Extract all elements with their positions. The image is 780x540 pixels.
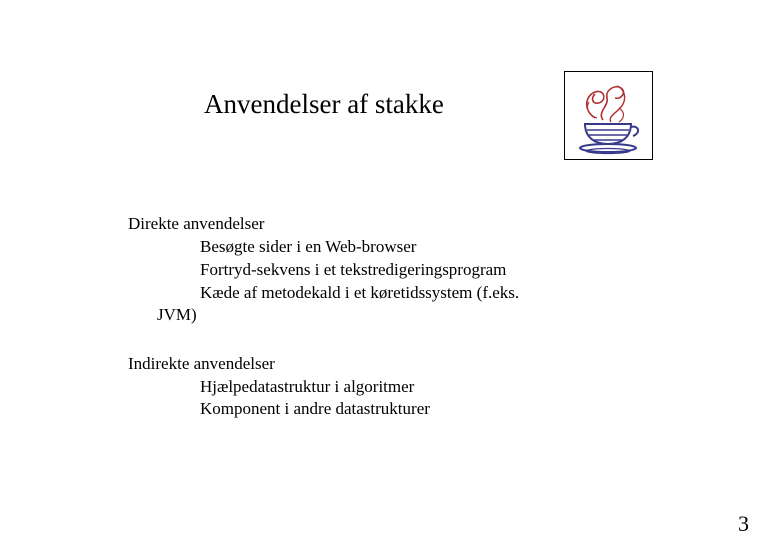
slide-title: Anvendelser af stakke (204, 89, 444, 119)
page-number: 3 (738, 511, 749, 536)
list-item: Komponent i andre datastrukturer (200, 399, 430, 418)
section-heading: Direkte anvendelser (128, 214, 265, 233)
list-item: Kæde af metodekald i et køretidssystem (f.eks. (200, 283, 520, 302)
section-heading: Indirekte anvendelser (128, 354, 275, 373)
list-item: Besøgte sider i en Web-browser (200, 237, 417, 256)
list-item: Fortryd-sekvens i et tekstredigeringsprogram (200, 260, 507, 279)
list-item: Hjælpedatastruktur i algoritmer (200, 377, 415, 396)
java-coffee-cup-icon (564, 71, 653, 160)
list-item-continuation: JVM) (157, 305, 197, 324)
